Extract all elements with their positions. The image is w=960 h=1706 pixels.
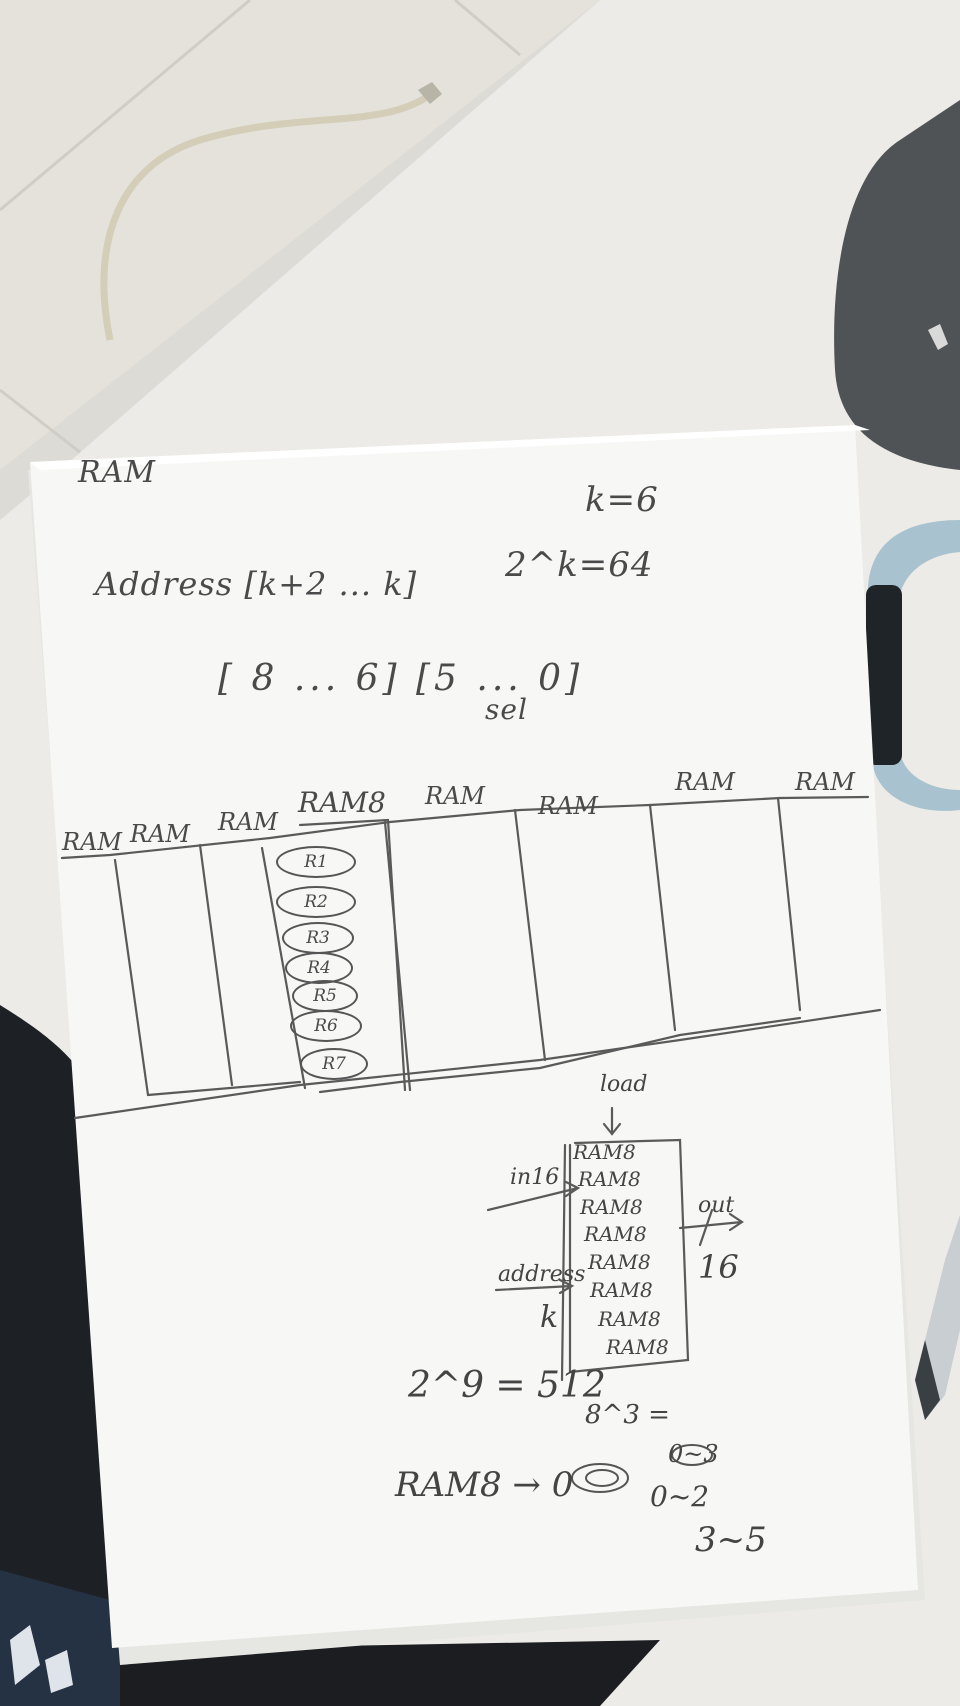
scribble-text: 0~3 (668, 1440, 719, 1468)
sel-label: sel (485, 693, 528, 726)
out-width: 16 (698, 1248, 739, 1286)
bit-ranges: [ 8 ... 6] [5 ... 0] (218, 658, 584, 699)
load-label: load (600, 1072, 648, 1097)
in-label: in16 (510, 1165, 560, 1190)
register-oval: R5 (292, 980, 358, 1012)
column-label: RAM (538, 792, 598, 820)
notes-title: RAM (78, 455, 156, 490)
register-oval: R3 (282, 922, 354, 954)
ram8-line: RAM8 → 0 (395, 1465, 574, 1505)
column-label: RAM (675, 768, 735, 796)
register-oval: R6 (290, 1010, 362, 1042)
chip-row: RAM8 (590, 1278, 653, 1302)
address-label: address (498, 1262, 586, 1287)
power-line: 2^k=64 (505, 545, 654, 585)
address-line: Address [k+2 ... k] (95, 565, 418, 603)
column-label: RAM8 (298, 786, 386, 819)
column-label: RAM (62, 828, 122, 856)
register-oval: R7 (300, 1048, 368, 1080)
register-oval: R1 (276, 846, 356, 878)
range-3-5: 3~5 (695, 1520, 767, 1560)
column-label: RAM (795, 768, 855, 796)
column-label: RAM (425, 782, 485, 810)
out-label: out (698, 1193, 735, 1218)
register-oval: R2 (276, 886, 356, 918)
chip-row: RAM8 (598, 1307, 661, 1331)
chip-row: RAM8 (580, 1195, 643, 1219)
column-label: RAM (130, 820, 190, 848)
chip-row: RAM8 (584, 1222, 647, 1246)
chip-row: RAM8 (578, 1167, 641, 1191)
address-width: k (540, 1300, 559, 1335)
chip-row: RAM8 (573, 1140, 636, 1164)
range-0-2: 0~2 (650, 1480, 710, 1513)
chip-row: RAM8 (606, 1335, 669, 1359)
chip-row: RAM8 (588, 1250, 651, 1274)
register-oval: R4 (285, 952, 353, 984)
column-label: RAM (218, 808, 278, 836)
k-equation: k=6 (585, 480, 659, 520)
power-8: 8^3 = (585, 1400, 670, 1430)
power-512: 2^9 = 512 (408, 1365, 606, 1406)
